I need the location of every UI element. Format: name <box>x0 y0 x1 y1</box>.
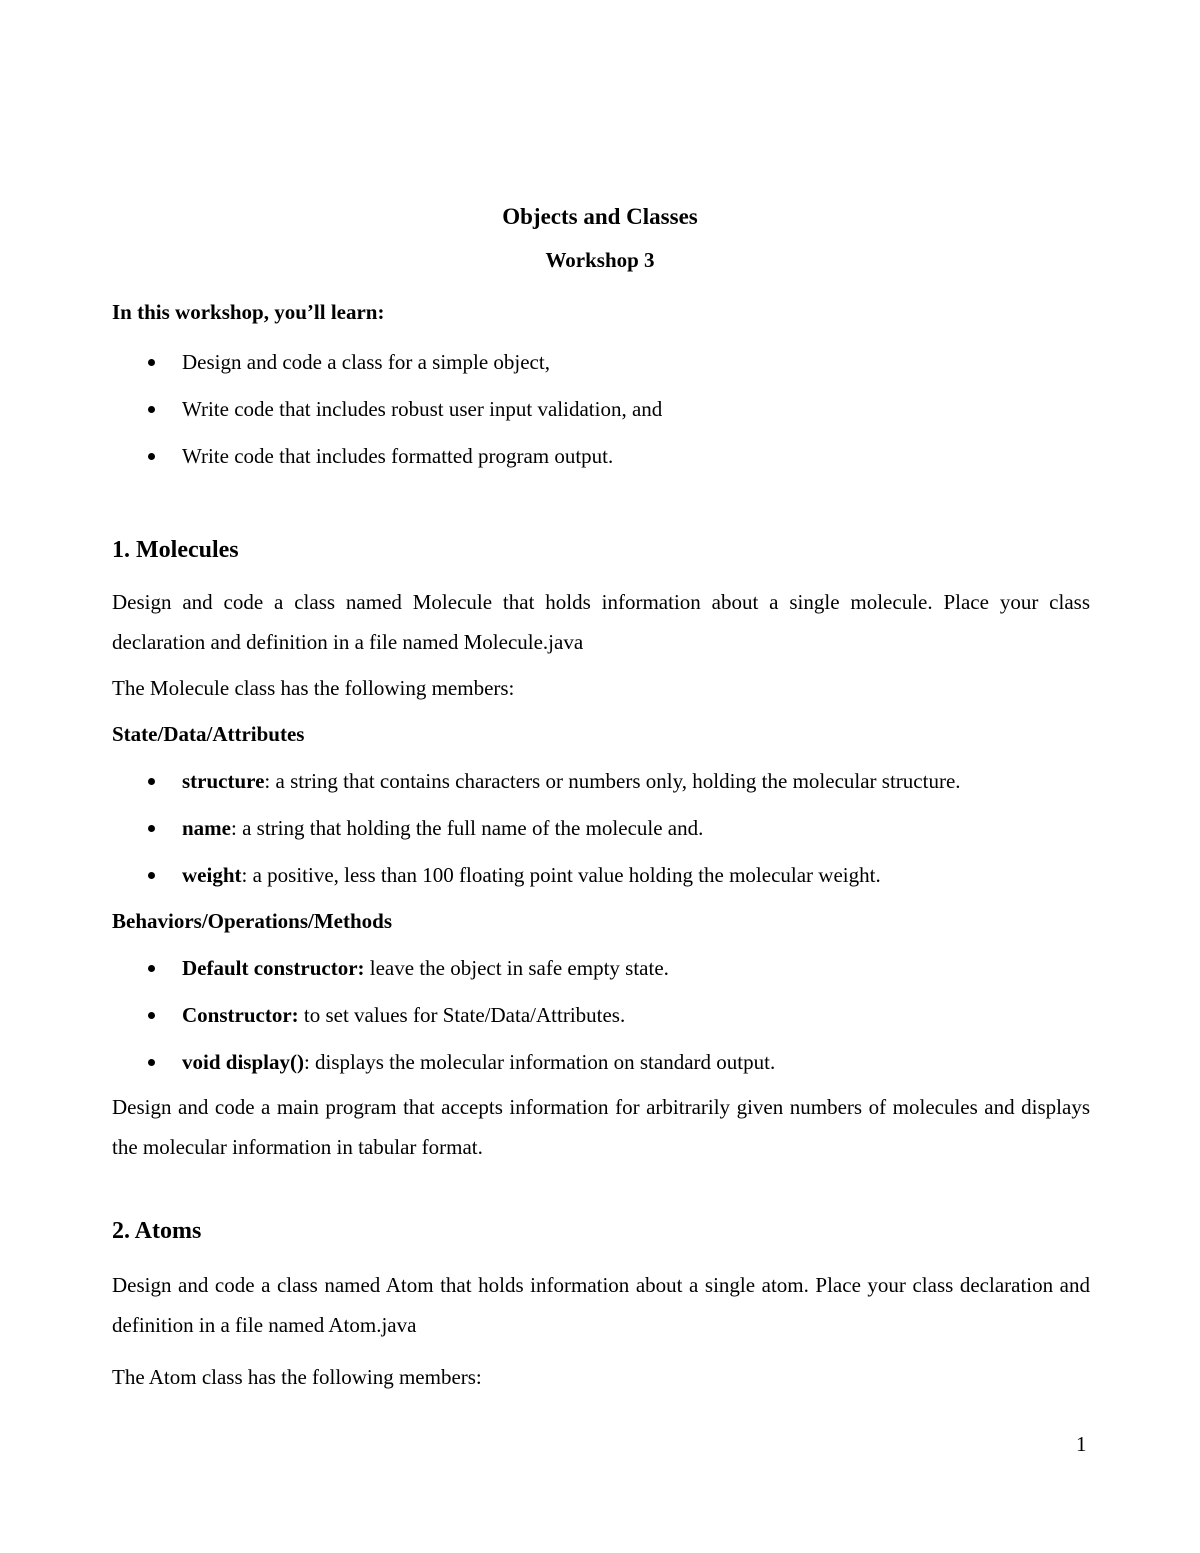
member-term: weight <box>182 863 242 887</box>
intro-list <box>112 350 1102 491</box>
bullet-icon <box>148 1059 155 1066</box>
molecules-intro-paragraph: Design and code a class named Molecule that holds information about a single molecule. Place your class declaration and definition in a file named Molecule.java <box>112 590 1090 654</box>
member-term: name <box>182 816 231 840</box>
bullet-icon <box>148 965 155 972</box>
bullet-icon <box>148 406 155 413</box>
intro-heading: In this workshop, you’ll learn: <box>112 300 385 324</box>
list-item: Design and code a class for a simple object, <box>112 350 1102 397</box>
behavior-list <box>112 956 1102 1097</box>
document-subtitle: Workshop 3 <box>545 248 655 272</box>
list-item: Write code that includes robust user input validation, and <box>112 397 1102 444</box>
page-number: 1 <box>1076 1432 1087 1456</box>
bullet-icon <box>148 778 155 785</box>
bullet-icon <box>148 359 155 366</box>
bullet-icon <box>148 872 155 879</box>
section-heading-molecules: 1. Molecules <box>112 537 239 563</box>
atoms-members-paragraph: The Atom class has the following members: <box>112 1365 482 1389</box>
bullet-icon <box>148 453 155 460</box>
section-heading-atoms: 2. Atoms <box>112 1218 202 1244</box>
main-program-paragraph: Design and code a main program that accepts information for arbitrarily given numbers of molecules and displays the molecular information in tabular format. <box>112 1095 1090 1159</box>
list-item: name: a string that holding the full name of the molecule and. <box>112 816 1102 863</box>
list-item: void display(): displays the molecular information on standard output. <box>112 1050 1102 1097</box>
list-item: Default constructor: leave the object in safe empty state. <box>112 956 1102 1003</box>
list-item: structure: a string that contains characters or numbers only, holding the molecular structure. <box>112 769 1102 816</box>
document-title: Objects and Classes <box>502 204 698 229</box>
state-heading: State/Data/Attributes <box>112 722 305 746</box>
bullet-icon <box>148 825 155 832</box>
member-term: structure <box>182 769 265 793</box>
list-item: Constructor: to set values for State/Data/Attributes. <box>112 1003 1102 1050</box>
molecules-members-paragraph: The Molecule class has the following members: <box>112 676 515 700</box>
list-item: Write code that includes formatted program output. <box>112 444 1102 491</box>
list-item: weight: a positive, less than 100 floating point value holding the molecular weight. <box>112 863 1102 910</box>
behavior-heading: Behaviors/Operations/Methods <box>112 909 393 933</box>
member-term: void display() <box>182 1050 304 1074</box>
member-term: Constructor: <box>182 1003 299 1027</box>
member-term: Default constructor: <box>182 956 365 980</box>
atoms-intro-paragraph: Design and code a class named Atom that holds information about a single atom. Place your class declaration and definition in a file named Atom.java <box>112 1273 1090 1337</box>
bullet-icon <box>148 1012 155 1019</box>
state-list <box>112 769 1102 910</box>
